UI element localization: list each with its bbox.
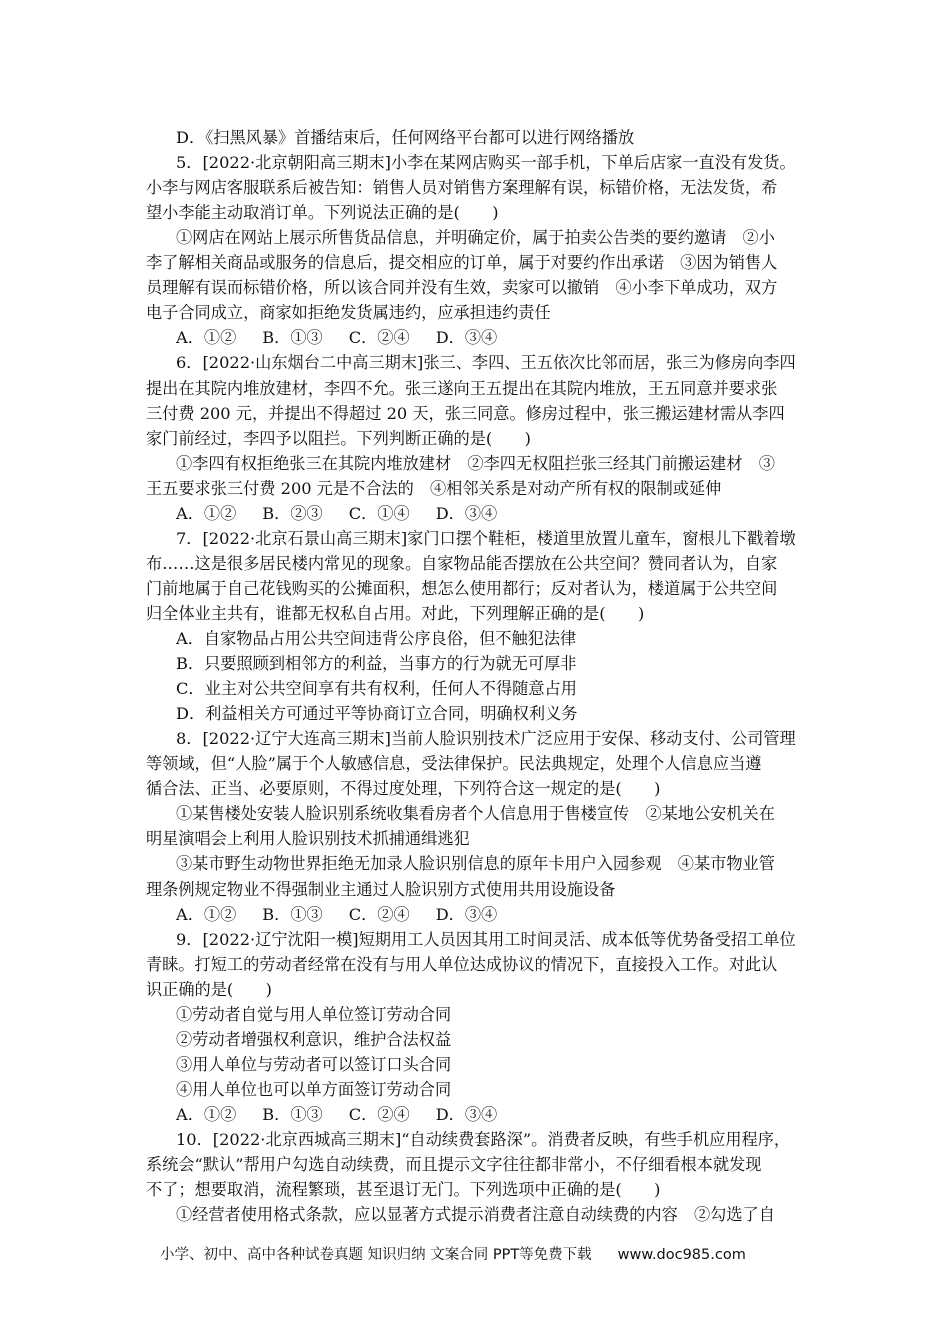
text-line: 理条例规定物业不得强制业主通过人脸识别方式使用共用设施设备 xyxy=(146,879,616,899)
text-line: 系统会“默认”帮用户勾选自动续费，而且提示文字往往都非常小，不仔细看根本就发现 xyxy=(146,1155,762,1175)
text-line: 7．[2022·北京石景山高三期末]家门口摆个鞋柜，楼道里放置儿童车，窗根儿下戳着墩 xyxy=(176,528,796,548)
text-line: 等领域，但“人脸”属于个人敏感信息，受法律保护。民法典规定，处理个人信息应当遵 xyxy=(146,754,762,774)
text-line: ③用人单位与劳动者可以签订口头合同 xyxy=(176,1054,452,1074)
text-line: 电子合同成立，商家如拒绝发货属违约，应承担违约责任 xyxy=(146,303,551,323)
text-line: 8．[2022·辽宁大连高三期末]当前人脸识别技术广泛应用于安保、移动支付、公司管理 xyxy=(176,729,796,749)
text-line: 明星演唱会上利用人脸识别技术抓捕通缉逃犯 xyxy=(146,829,470,849)
text-line: 6．[2022·山东烟台二中高三期末]张三、李四、王五依次比邻而居，张三为修房向李四 xyxy=(176,353,796,373)
text-line: ①网店在网站上展示所售货品信息，并明确定价，属于拍卖公告类的要约邀请 ②小 xyxy=(176,228,775,248)
footer-url[interactable]: www.doc985.com xyxy=(617,1247,746,1263)
text-line: B．只要照顾到相邻方的利益，当事方的行为就无可厚非 xyxy=(176,654,577,674)
text-line: 门前地属于自己花钱购买的公摊面积，想怎么使用都行；反对者认为，楼道属于公共空间 xyxy=(146,578,778,598)
text-line: ①某售楼处安装人脸识别系统收集看房者个人信息用于售楼宣传 ②某地公安机关在 xyxy=(176,804,775,824)
text-line: ②劳动者增强权利意识，维护合法权益 xyxy=(176,1029,452,1049)
answer-option: D．③④ xyxy=(435,904,498,924)
answer-options xyxy=(176,1102,810,1127)
text-line: 布……这是很多居民楼内常见的现象。自家物品能否摆放在公共空间？赞同者认为，自家 xyxy=(146,553,778,573)
text-line: 循合法、正当、必要原则，不得过度处理，下列符合这一规定的是( ) xyxy=(146,779,661,799)
text-line: A．自家物品占用公共空间违背公序良俗，但不触犯法律 xyxy=(176,629,577,648)
footer-text: 小学、初中、高中各种试卷真题 知识归纳 文案合同 PPT等免费下载 xyxy=(160,1247,592,1263)
answer-option: B．①③ xyxy=(262,904,323,924)
text-line: ④用人单位也可以单方面签订劳动合同 xyxy=(176,1079,452,1099)
answer-option: A．①② xyxy=(176,904,237,924)
text-line: 归全体业主共有，谁都无权私自占用。对此，下列理解正确的是( ) xyxy=(146,603,645,623)
text-line: 员理解有误而标错价格，所以该合同并没有生效，卖家可以撤销 ④小李下单成功，双方 xyxy=(146,278,778,298)
answer-option: B．②③ xyxy=(262,503,323,523)
answer-option: C．②④ xyxy=(348,1104,410,1124)
text-line: 小李与网店客服联系后被告知：销售人员对销售方案理解有误，标错价格，无法发货，希 xyxy=(146,178,778,198)
answer-options xyxy=(176,902,810,927)
text-line: ③某市野生动物世界拒绝无加录人脸识别信息的原年卡用户入园参观 ④某市物业管 xyxy=(176,854,775,874)
text-line: ①李四有权拒绝张三在其院内堆放建材 ②李四无权阻拦张三经其门前搬运建材 ③ xyxy=(176,453,775,473)
text-line: 10．[2022·北京西城高三期末]“自动续费套路深”。消费者反映，有些手机应用程序， xyxy=(176,1130,791,1149)
text-line: 三付费 200 元，并提出不得超过 20 天，张三同意。修房过程中，张三搬运建材需从李四 xyxy=(146,403,785,423)
answer-options xyxy=(176,501,810,526)
text-line: ①经营者使用格式条款，应以显著方式提示消费者注意自动续费的内容 ②勾选了自 xyxy=(176,1205,775,1225)
text-line: 5．[2022·北京朝阳高三期末]小李在某网店购买一部手机，下单后店家一直没有发货。 xyxy=(176,153,796,173)
answer-option: C．②④ xyxy=(348,328,410,348)
answer-option: B．①③ xyxy=(262,328,323,348)
text-line: 9．[2022·辽宁沈阳一模]短期用工人员因其用工时间灵活、成本低等优势备受招工单位 xyxy=(176,929,796,949)
answer-option: C．②④ xyxy=(348,904,410,924)
answer-option: A．①② xyxy=(176,328,237,348)
text-line: 李了解相关商品或服务的信息后，提交相应的订单，属于对要约作出承诺 ③因为销售人 xyxy=(146,253,778,273)
text-line: ①劳动者自觉与用人单位签订劳动合同 xyxy=(176,1004,452,1024)
text-line: C．业主对公共空间享有共有权利，任何人不得随意占用 xyxy=(176,679,577,699)
answer-option: B．①③ xyxy=(262,1104,323,1124)
text-line: 王五要求张三付费 200 元是不合法的 ④相邻关系是对动产所有权的限制或延伸 xyxy=(146,478,722,498)
text-line: 望小李能主动取消订单。下列说法正确的是( ) xyxy=(146,203,499,223)
text-line: D．利益相关方可通过平等协商订立合同，明确权利义务 xyxy=(176,704,578,724)
answer-option: C．①④ xyxy=(348,503,410,523)
answer-options xyxy=(176,325,810,350)
text-line: 识正确的是( ) xyxy=(146,979,272,999)
text-line: D．《扫黑风暴》首播结束后，任何网络平台都可以进行网络播放 xyxy=(176,128,635,147)
answer-option: D．③④ xyxy=(435,328,498,348)
text-line: 提出在其院内堆放建材，李四不允。张三遂向王五提出在其院内堆放，王五同意并要求张 xyxy=(146,378,778,398)
answer-option: A．①② xyxy=(176,503,237,523)
answer-option: A．①② xyxy=(176,1104,237,1124)
text-line: 家门前经过，李四予以阻拦。下列判断正确的是( ) xyxy=(146,428,531,448)
page-footer xyxy=(160,1245,800,1265)
text-line: 不了；想要取消，流程繁琐，甚至退订无门。下列选项中正确的是( ) xyxy=(146,1180,661,1200)
answer-option: D．③④ xyxy=(435,1104,498,1124)
answer-option: D．③④ xyxy=(435,503,498,523)
text-line: 青睐。打短工的劳动者经常在没有与用人单位达成协议的情况下，直接投入工作。对此认 xyxy=(146,954,778,974)
